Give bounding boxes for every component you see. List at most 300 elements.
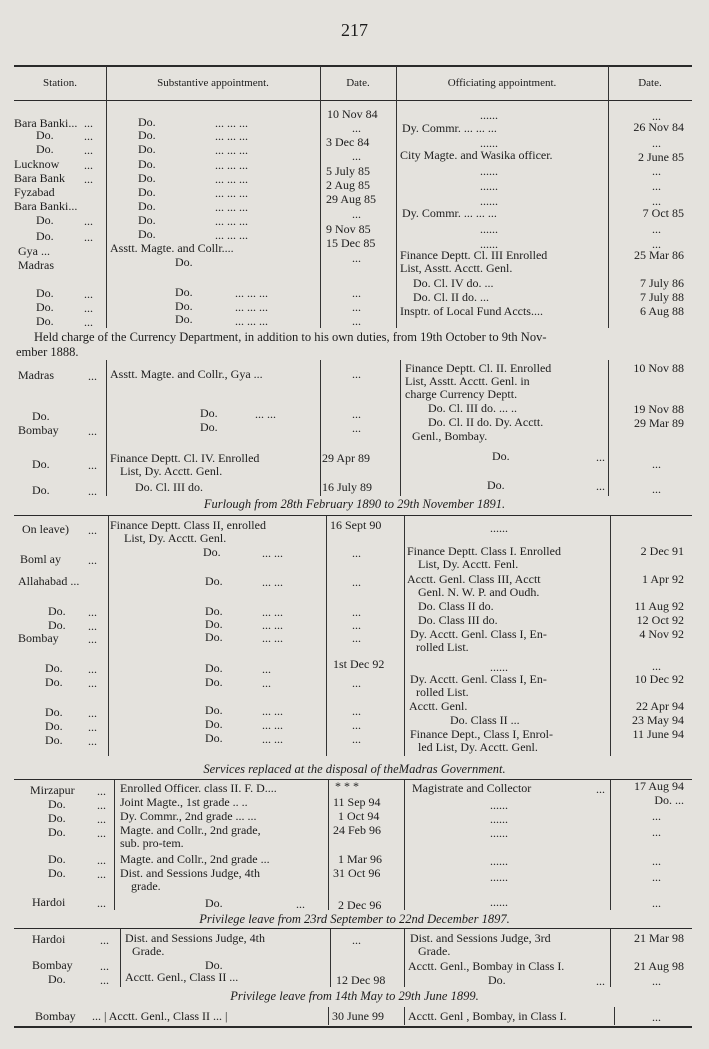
table-cell: 15 Dec 85	[326, 236, 376, 250]
officiating-header: Officiating appointment.	[447, 77, 557, 89]
table-cell: ...	[652, 164, 661, 178]
table-cell: Do.	[48, 618, 66, 632]
table-cell: ...	[596, 450, 605, 464]
table-cell: ... ... ...	[215, 228, 248, 242]
table-cell: 23 May 94	[632, 713, 684, 727]
table-cell: ... ...	[262, 704, 283, 718]
table-cell: Acctt. Genl , Bombay, in Class I.	[408, 1009, 567, 1023]
table-cell: Joint Magte., 1st grade .. ..	[120, 795, 248, 809]
section-rule	[14, 928, 692, 929]
table-cell: Do.	[36, 128, 54, 142]
table-cell: ...	[262, 676, 271, 690]
table-cell: ...	[596, 479, 605, 493]
table-cell: ......	[480, 164, 498, 178]
table-cell: 29 Mar 89	[634, 416, 684, 430]
page-number: 217	[341, 20, 368, 40]
table-cell: Finance Deptt. Class I. Enrolled	[407, 544, 561, 558]
table-cell: Hardoi	[32, 932, 66, 946]
table-cell: 7 Oct 85	[642, 206, 684, 220]
table-cell: ... ... ...	[235, 286, 268, 300]
table-cell: Do.	[205, 896, 223, 910]
table-cell: ......	[490, 812, 508, 826]
section-rule	[14, 515, 692, 516]
table-cell: ...	[84, 287, 93, 301]
table-cell: Genl., Bombay.	[412, 429, 488, 443]
table-cell: Bara Banki...	[14, 116, 78, 130]
table-cell: ......	[480, 136, 498, 150]
table-cell: Acctt. Genl. Class III, Acctt	[407, 572, 541, 586]
table-cell: ......	[490, 521, 508, 535]
station-header: Station.	[43, 77, 77, 89]
table-cell: 21 Aug 98	[633, 959, 684, 973]
table-cell: Do.	[36, 286, 54, 300]
table-cell: ...	[97, 896, 106, 910]
table-cell: 11 June 94	[632, 727, 684, 741]
table-cell: Do.	[175, 312, 193, 326]
table-cell: ...	[88, 619, 97, 633]
table-cell: Do.	[200, 406, 218, 420]
table-cell: ... ... ...	[215, 129, 248, 143]
table-cell: 2 Dec 96	[338, 898, 382, 912]
column-line	[328, 1007, 329, 1025]
table-cell: ...	[88, 734, 97, 748]
table-cell: 31 Oct 96	[333, 866, 381, 880]
column-line	[614, 1007, 615, 1025]
table-cell: Do.	[48, 797, 66, 811]
table-cell: ...	[652, 659, 661, 673]
table-cell: Do. Cl. III do. ... ..	[428, 401, 517, 415]
table-cell: ...	[652, 825, 661, 839]
table-cell: 7 July 88	[639, 290, 684, 304]
table-cell: Bombay	[35, 1009, 76, 1023]
table-cell: ...	[352, 631, 361, 645]
table-cell: Dy. Commr., 2nd grade ... ...	[120, 809, 257, 823]
table-cell: Do.	[36, 213, 54, 227]
table-cell: ...	[97, 826, 106, 840]
table-cell: Madras	[18, 258, 54, 272]
table-cell: Bara Bank	[14, 171, 65, 185]
table-cell: ...	[652, 854, 661, 868]
table-cell: ......	[490, 854, 508, 868]
table-cell: Do.	[138, 199, 156, 213]
table-cell: Do.	[205, 717, 223, 731]
table-cell: ... ...	[262, 575, 283, 589]
table-cell: ...	[84, 143, 93, 157]
currency-note-line-2: ember 1888.	[16, 345, 79, 359]
table-cell: ...	[352, 676, 361, 690]
table-cell: Do.	[36, 314, 54, 328]
table-cell: Do.	[138, 213, 156, 227]
table-cell: Do. Class II ...	[450, 713, 520, 727]
table-cell: List, Dy. Acctt. Genl.	[120, 464, 223, 478]
table-cell: Do.	[205, 731, 223, 745]
table-cell: Do.	[45, 661, 63, 675]
table-cell: On leave)	[22, 522, 69, 536]
table-cell: Do.	[205, 958, 223, 972]
table-cell: Do. Cl. III do.	[135, 480, 203, 494]
table-cell: 19 Nov 88	[633, 402, 684, 416]
table-cell: ...	[88, 523, 97, 537]
table-cell: Do.	[32, 483, 50, 497]
table-cell: Asstt. Magte. and Collr., Gya ...	[110, 367, 263, 381]
table-cell: ... | Acctt. Genl., Class II ... |	[92, 1009, 228, 1023]
table-cell: Do.	[205, 630, 223, 644]
table-cell: ......	[490, 826, 508, 840]
table-cell: Do.	[48, 852, 66, 866]
table-cell: ... ... ...	[215, 116, 248, 130]
table-cell: ... ... ...	[215, 158, 248, 172]
table-cell: grade.	[131, 879, 161, 893]
table-cell: ...	[88, 553, 97, 567]
table-cell: ...	[652, 457, 661, 471]
column-line	[400, 360, 401, 496]
table-cell: ...	[352, 300, 361, 314]
table-cell: List, Asstt. Acctt. Genl.	[400, 261, 513, 275]
table-cell: Finance Deptt. Class II, enrolled	[110, 518, 266, 532]
table-cell: Boml ay	[20, 552, 61, 566]
table-cell: Finance Deptt. Cl. IV. Enrolled	[110, 451, 260, 465]
column-line	[326, 516, 327, 756]
table-cell: ... ... ...	[215, 186, 248, 200]
table-cell: Do.	[138, 157, 156, 171]
table-cell: * * *	[335, 779, 359, 793]
table-cell: ...	[296, 897, 305, 911]
table-cell: Dy. Acctt. Genl. Class I, En-	[410, 627, 547, 641]
table-cell: Bombay	[18, 423, 59, 437]
currency-note-line-1: Held charge of the Currency Department, in addition to his own duties, from 19th October to 9th Nov-	[34, 330, 547, 344]
column-line	[404, 516, 405, 756]
table-cell: ...	[352, 704, 361, 718]
table-cell: ...	[352, 407, 361, 421]
table-cell: ...	[88, 424, 97, 438]
table-cell: ... ... ...	[215, 200, 248, 214]
table-cell: ...	[84, 129, 93, 143]
table-cell: 3 Dec 84	[326, 135, 370, 149]
table-cell: Lucknow	[14, 157, 60, 171]
table-cell: 6 Aug 88	[639, 304, 684, 318]
table-cell: 16 Sept 90	[330, 518, 382, 532]
table-cell: ...	[652, 179, 661, 193]
table-cell: Enrolled Officer. class II. F. D....	[120, 781, 277, 795]
table-cell: ...	[652, 809, 661, 823]
table-cell: ... ... ...	[235, 314, 268, 328]
table-cell: 7 July 86	[639, 276, 684, 290]
table-cell: ... ...	[255, 407, 276, 421]
table-cell: Gya ...	[18, 244, 50, 258]
table-cell: 12 Oct 92	[636, 613, 684, 627]
table-cell: Allahabad ...	[18, 574, 80, 588]
table-cell: Do. Cl. IV do. ...	[413, 276, 494, 290]
table-cell: Acctt. Genl., Bombay in Class I.	[408, 959, 565, 973]
table-cell: Acctt. Genl., Class II ...	[125, 970, 239, 984]
table-cell: Do.	[138, 171, 156, 185]
table-cell: ...	[352, 732, 361, 746]
table-cell: ...	[352, 314, 361, 328]
table-cell: ...	[88, 676, 97, 690]
table-cell: ...	[100, 973, 109, 987]
table-cell: ...	[652, 136, 661, 150]
table-cell: ...	[97, 853, 106, 867]
table-cell: Do.	[488, 973, 506, 987]
table-cell: 1 Apr 92	[642, 572, 684, 586]
table-cell: Do.	[487, 478, 505, 492]
table-cell: Do.	[32, 409, 50, 423]
table-cell: ...	[352, 718, 361, 732]
table-cell: Do.	[205, 703, 223, 717]
column-line	[404, 929, 405, 987]
table-cell: ... ...	[262, 618, 283, 632]
table-cell: ...	[100, 959, 109, 973]
table-cell: ......	[490, 798, 508, 812]
table-cell: Do. ...	[654, 793, 684, 807]
table-cell: ...	[97, 784, 106, 798]
table-cell: Do. Class III do.	[418, 613, 498, 627]
table-cell: Magistrate and Collector	[412, 781, 532, 795]
table-cell: Bombay	[18, 631, 59, 645]
table-cell: Dy. Commr. ... ... ...	[402, 206, 497, 220]
table-cell: Hardoi	[32, 895, 66, 909]
table-cell: ...	[352, 286, 361, 300]
table-cell: 1st Dec 92	[333, 657, 385, 671]
table-cell: ... ... ...	[235, 300, 268, 314]
table-cell: Bara Banki...	[14, 199, 78, 213]
table-cell: Do.	[45, 733, 63, 747]
table-cell: 9 Nov 85	[326, 222, 371, 236]
table-cell: ......	[480, 237, 498, 251]
table-cell: Do.	[175, 255, 193, 269]
table-cell: Grade.	[132, 944, 165, 958]
date-header-2: Date.	[638, 77, 662, 89]
table-cell: Do.	[138, 142, 156, 156]
table-cell: Dy. Commr. ... ... ...	[402, 121, 497, 135]
table-cell: Insptr. of Local Fund Accts....	[400, 304, 543, 318]
table-cell: 29 Aug 85	[326, 192, 377, 206]
table-cell: Do.	[175, 285, 193, 299]
table-cell: led List, Dy. Acctt. Genl.	[418, 740, 538, 754]
table-cell: List, Asstt. Acctt. Genl. in	[405, 374, 530, 388]
table-cell: ...	[652, 237, 661, 251]
table-cell: ...	[652, 482, 661, 496]
table-cell: Magte. and Collr., 2nd grade ...	[120, 852, 270, 866]
table-cell: ... ... ...	[215, 214, 248, 228]
table-cell: Do.	[138, 128, 156, 142]
table-cell: ...	[596, 782, 605, 796]
table-cell: 16 July 89	[322, 480, 373, 494]
table-cell: ...	[352, 618, 361, 632]
table-cell: ...	[88, 484, 97, 498]
date-header-1: Date.	[346, 77, 370, 89]
table-cell: ...	[97, 798, 106, 812]
table-cell: ...	[84, 315, 93, 329]
table-cell: 4 Nov 92	[639, 627, 684, 641]
table-cell: Do.	[205, 574, 223, 588]
column-line	[114, 780, 115, 910]
table-cell: 12 Dec 98	[336, 973, 386, 987]
table-cell: 26 Nov 84	[633, 120, 684, 134]
table-cell: ...	[352, 933, 361, 947]
table-cell: 2 June 85	[638, 150, 684, 164]
table-cell: rolled List.	[416, 640, 469, 654]
table-bottom-rule	[14, 1026, 692, 1028]
table-cell: ...	[84, 158, 93, 172]
table-cell: Acctt. Genl.	[409, 699, 468, 713]
table-cell: 17 Aug 94	[633, 779, 684, 793]
table-cell: ...	[84, 214, 93, 228]
table-cell: Finance Deptt. Cl. III Enrolled	[400, 248, 548, 262]
table-cell: ......	[490, 870, 508, 884]
column-line	[404, 780, 405, 910]
table-cell: 22 Apr 94	[636, 699, 684, 713]
table-cell: ... ...	[262, 718, 283, 732]
table-cell: ...	[352, 207, 361, 221]
table-cell: ...	[652, 194, 661, 208]
table-cell: City Magte. and Wasika officer.	[400, 148, 553, 162]
substantive-header: Substantive appointment.	[157, 77, 269, 89]
table-cell: ...	[97, 867, 106, 881]
table-cell: 1 Oct 94	[338, 809, 380, 823]
table-cell: Do.	[205, 604, 223, 618]
table-cell: ...	[88, 458, 97, 472]
table-cell: Do.	[45, 719, 63, 733]
table-cell: Do.	[48, 972, 66, 986]
table-cell: Do.	[205, 675, 223, 689]
table-cell: ...	[352, 251, 361, 265]
table-cell: ... ...	[262, 732, 283, 746]
column-line	[120, 929, 121, 987]
column-line	[610, 780, 611, 910]
table-cell: Do.	[205, 661, 223, 675]
table-cell: Do.	[45, 675, 63, 689]
table-cell: Do.	[48, 604, 66, 618]
column-line	[404, 1007, 405, 1025]
table-cell: Do.	[32, 457, 50, 471]
table-cell: charge Currency Deptt.	[405, 387, 518, 401]
table-cell: ...	[596, 974, 605, 988]
table-cell: Do.	[48, 825, 66, 839]
table-cell: ...	[84, 301, 93, 315]
table-cell: Finance Deptt. Cl. II. Enrolled	[405, 361, 552, 375]
column-line	[320, 66, 321, 328]
table-cell: ...	[84, 230, 93, 244]
column-line	[328, 780, 329, 910]
table-cell: Dy. Acctt. Genl. Class I, En-	[410, 672, 547, 686]
table-cell: ...	[352, 546, 361, 560]
table-cell: Do.	[203, 545, 221, 559]
table-cell: ...	[97, 812, 106, 826]
table-cell: ...	[100, 933, 109, 947]
table-cell: Do.	[36, 300, 54, 314]
column-line	[396, 66, 397, 328]
table-cell: Finance Dept., Class I, Enrol-	[410, 727, 553, 741]
table-cell: ...	[88, 605, 97, 619]
table-cell: ......	[490, 895, 508, 909]
table-cell: ... ... ...	[215, 172, 248, 186]
table-cell: Fyzabad	[14, 185, 55, 199]
table-cell: ...	[652, 222, 661, 236]
table-cell: Dist. and Sessions Judge, 3rd	[410, 931, 551, 945]
table-cell: Asstt. Magte. and Collr....	[110, 241, 234, 255]
table-cell: ...	[652, 1010, 661, 1024]
table-cell: ... ... ...	[215, 143, 248, 157]
table-cell: ...	[352, 367, 361, 381]
table-cell: ...	[352, 149, 361, 163]
table-cell: ...	[84, 172, 93, 186]
table-cell: Do.	[48, 811, 66, 825]
services-replaced-line: Services replaced at the disposal of theMadras Government.	[203, 762, 506, 776]
table-cell: Dist. and Sessions Judge, 4th	[120, 866, 261, 880]
table-cell: Do.	[205, 617, 223, 631]
table-cell: ...	[652, 974, 661, 988]
table-cell: ......	[480, 179, 498, 193]
privilege-leave-line-1: Privilege leave from 23rd September to 22nd December 1897.	[199, 912, 510, 926]
table-cell: Do.	[36, 142, 54, 156]
table-cell: ...	[262, 662, 271, 676]
furlough-line: Furlough from 28th February 1890 to 29th November 1891.	[203, 497, 506, 511]
table-cell: Do.	[175, 299, 193, 313]
column-line	[330, 929, 331, 987]
table-cell: Do.	[45, 705, 63, 719]
table-cell: Dist. and Sessions Judge, 4th	[125, 931, 266, 945]
table-cell: 29 Apr 89	[322, 451, 370, 465]
table-cell: ... ...	[262, 631, 283, 645]
table-cell: Genl. N. W. P. and Oudh.	[418, 585, 540, 599]
table-cell: rolled List.	[416, 685, 469, 699]
table-cell: Do.	[138, 227, 156, 241]
table-cell: sub. pro-tem.	[120, 836, 184, 850]
table-cell: ......	[480, 194, 498, 208]
table-cell: Madras	[18, 368, 54, 382]
table-cell: 2 Aug 85	[326, 178, 371, 192]
table-cell: 25 Mar 86	[634, 248, 684, 262]
table-cell: ...	[352, 421, 361, 435]
table-cell: ...	[88, 706, 97, 720]
table-cell: Do.	[48, 866, 66, 880]
table-cell: ......	[490, 660, 508, 674]
table-cell: Mirzapur	[30, 783, 75, 797]
table-cell: ......	[480, 108, 498, 122]
table-cell: Do. Cl. II do. Dy. Acctt.	[428, 415, 544, 429]
table-cell: ... ...	[262, 546, 283, 560]
table-cell: ...	[352, 605, 361, 619]
header-bottom-rule	[14, 100, 692, 101]
table-cell: Magte. and Collr., 2nd grade,	[120, 823, 261, 837]
table-cell: 1 Mar 96	[338, 852, 382, 866]
table-cell: 10 Nov 88	[633, 361, 684, 375]
table-cell: ...	[352, 121, 361, 135]
table-cell: Do.	[138, 115, 156, 129]
table-cell: Grade.	[418, 944, 451, 958]
table-cell: 24 Feb 96	[333, 823, 381, 837]
table-cell: 30 June 99	[332, 1009, 384, 1023]
table-cell: ......	[480, 222, 498, 236]
column-line	[108, 516, 109, 756]
table-cell: List, Dy. Acctt. Genl.	[124, 531, 227, 545]
table-cell: ...	[352, 575, 361, 589]
table-cell: Do.	[138, 185, 156, 199]
table-cell: 5 July 85	[326, 164, 371, 178]
table-cell: Do.	[200, 420, 218, 434]
table-cell: Do.	[492, 449, 510, 463]
table-cell: Do. Class II do.	[418, 599, 494, 613]
table-cell: ...	[88, 662, 97, 676]
table-cell: Do.	[36, 229, 54, 243]
table-cell: 11 Sep 94	[333, 795, 381, 809]
table-cell: ...	[652, 109, 661, 123]
table-cell: 10 Nov 84	[327, 107, 378, 121]
table-cell: List, Dy. Acctt. Fenl.	[418, 557, 519, 571]
table-cell: 11 Aug 92	[634, 599, 684, 613]
table-cell: ...	[84, 116, 93, 130]
